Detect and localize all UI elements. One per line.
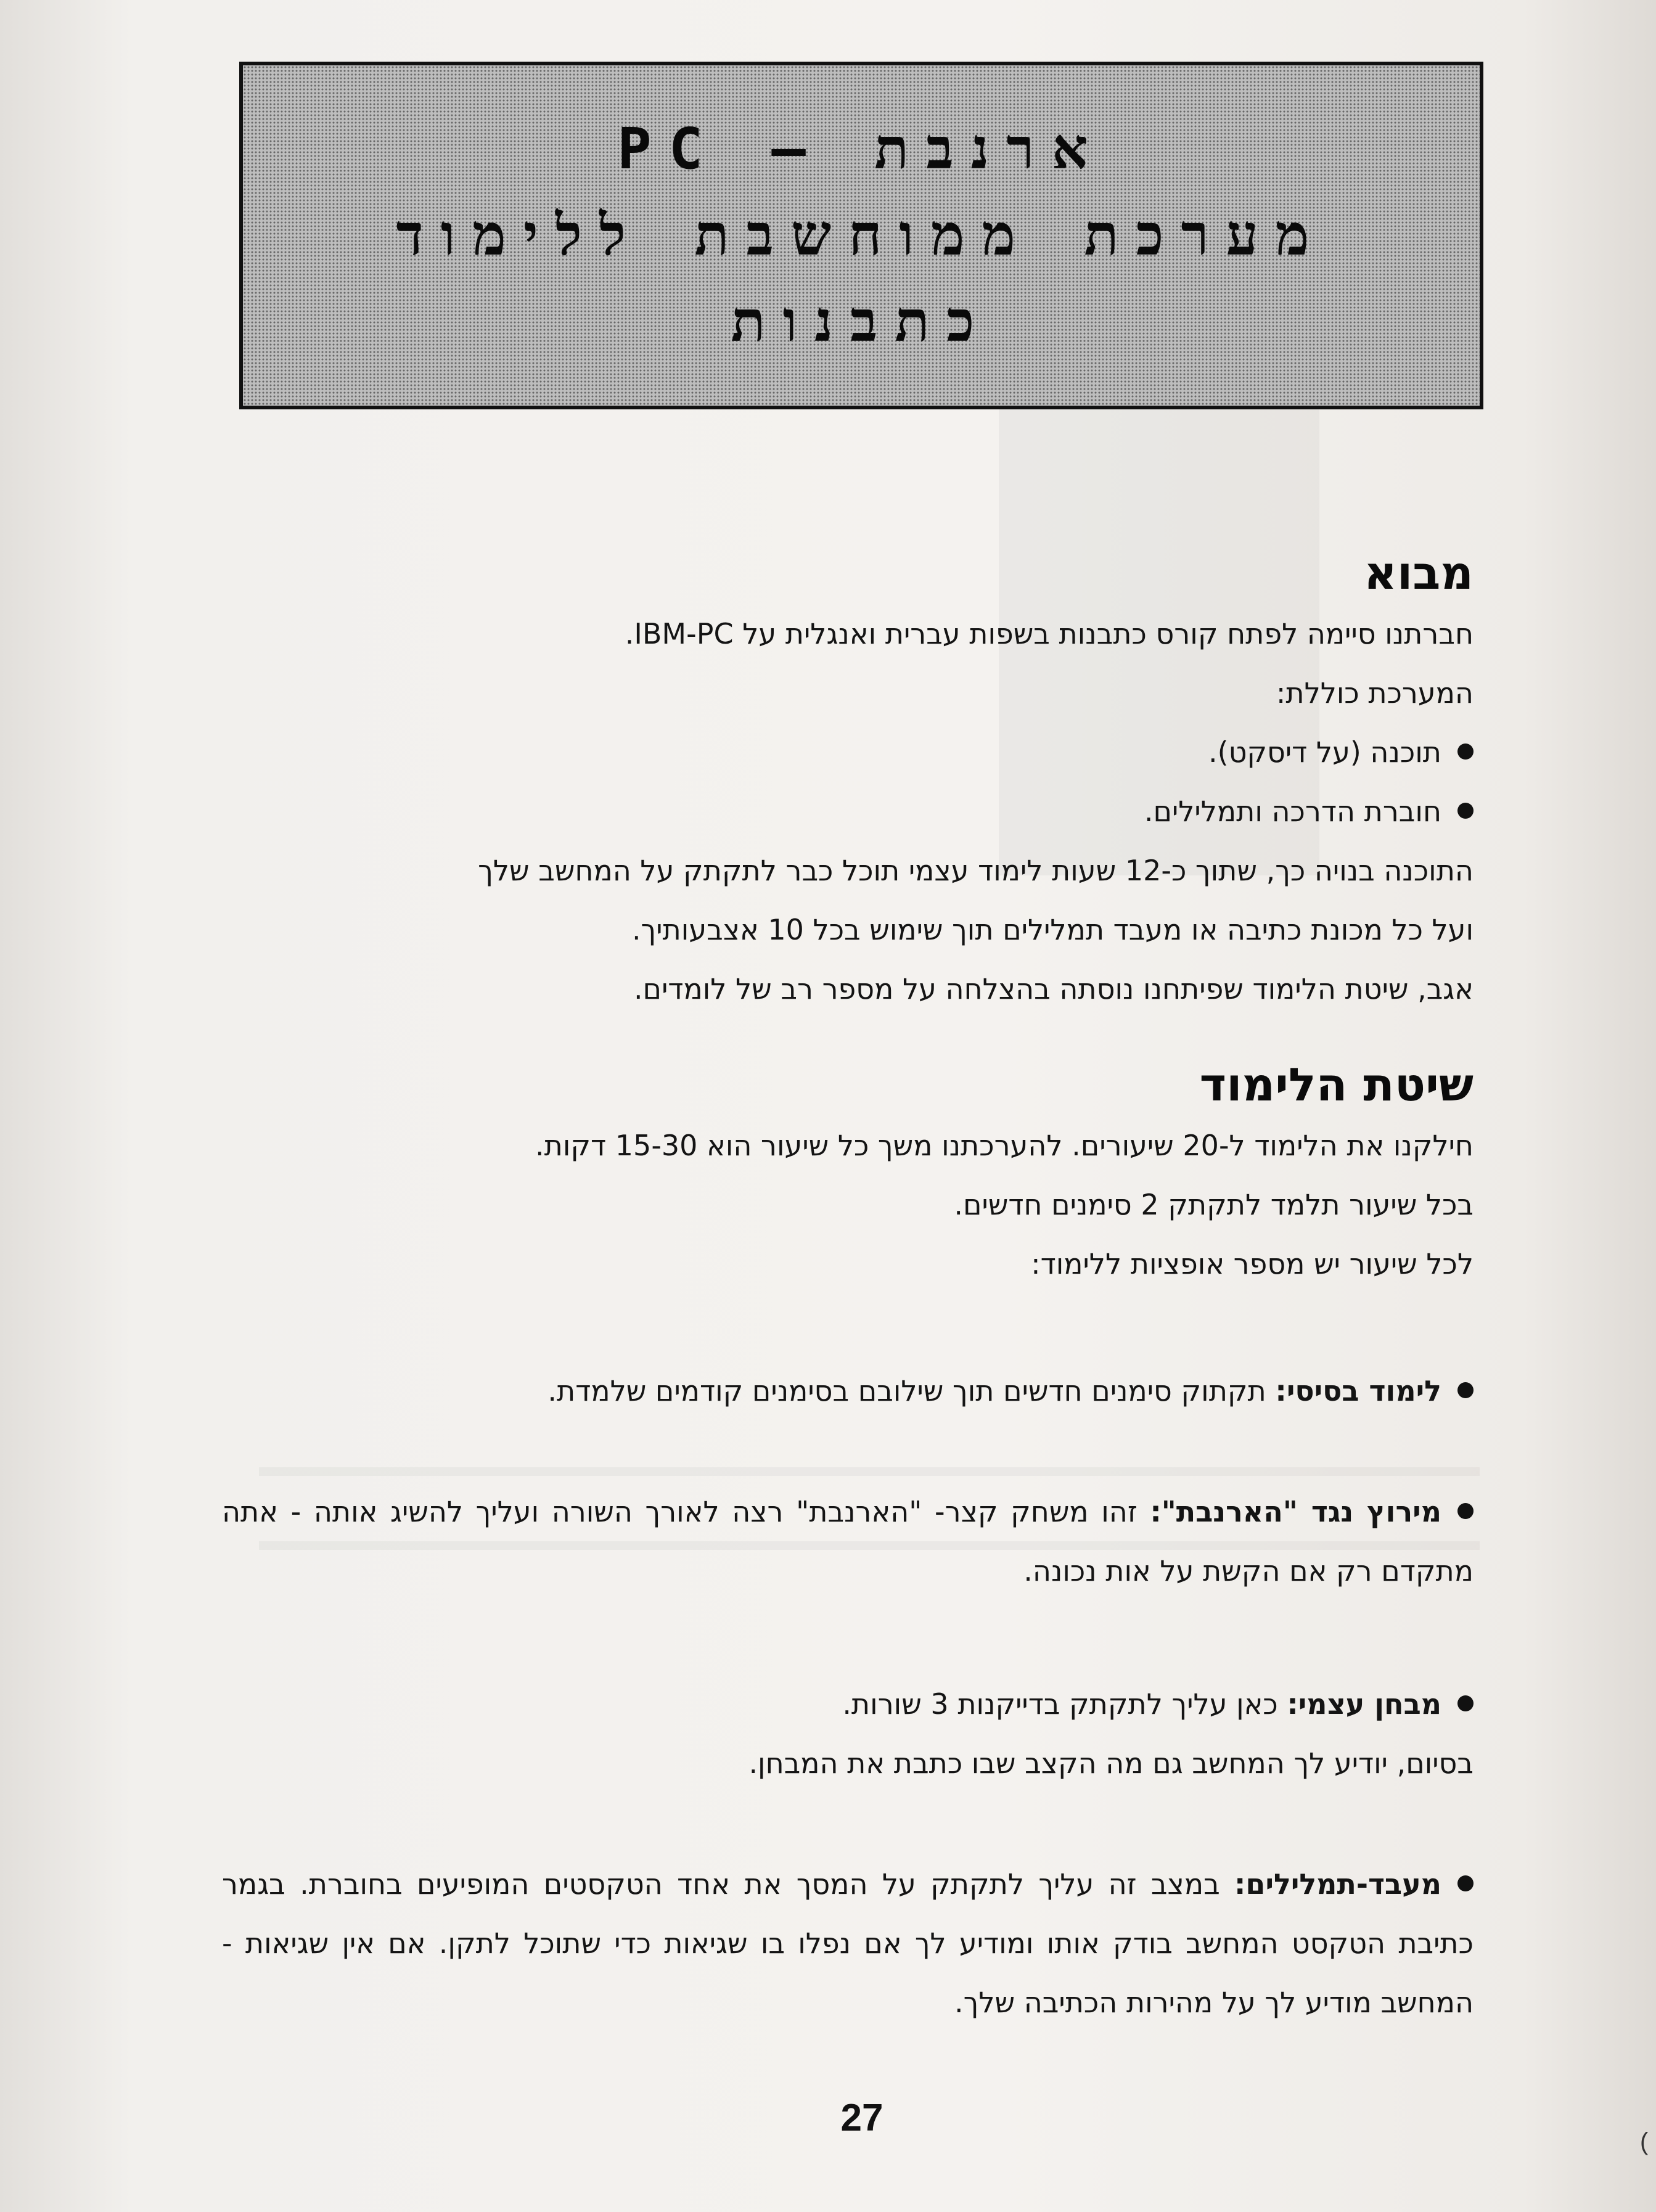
page-number: 27 [840, 2097, 883, 2139]
document-body [222, 543, 1474, 2032]
option-text [547, 1361, 1441, 1420]
intro-paragraph-2: המערכת כוללת: [1276, 676, 1474, 710]
option-description: במצב זה עליך לתקתק על המסך את אחד הטקסטים המופיעים בחוברת. בגמר כתיבת הטקסט המחשב בודק אותו ומודיע לך אם נפלו בו שגיאות כדי שתוכל לתקן. אם אין שגיאות - המחשב מודיע לך על מהירות הכתיבה שלך. [222, 1867, 1474, 2019]
bullet-icon [1457, 1695, 1474, 1711]
option-item [222, 1361, 1474, 1420]
title-line-3: כתבנות [731, 289, 992, 354]
option-term: מבחן עצמי: [1287, 1687, 1441, 1721]
bullet-icon [1457, 1875, 1474, 1891]
intro-paragraph-1: חברתנו סיימה לפתח קורס כתבנות בשפות עברית ואנגלית על IBM-PC. [625, 617, 1474, 650]
list-item [222, 782, 1474, 841]
method-paragraph-3: לכל שיעור יש מספר אופציות ללימוד: [1031, 1247, 1474, 1280]
bullet-icon [1457, 1382, 1474, 1398]
list-item [222, 723, 1474, 782]
list-item-text: תוכנה (על דיסקט). [1208, 735, 1441, 769]
option-term: מעבד-תמלילים: [1234, 1867, 1442, 1901]
bullet-icon [1457, 1503, 1474, 1519]
method-heading: שיטת הלימוד [1199, 1059, 1474, 1112]
option-description: תקתוק סימנים חדשים תוך שילובם בסימנים קודמים שלמדת. [547, 1374, 1266, 1407]
intro-paragraph-4: ועל כל מכונת כתיבה או מעבד תמלילים תוך שימוש בכל 10 אצבעותיך. [631, 913, 1474, 946]
option-item [222, 1482, 1474, 1600]
intro-heading: מבוא [1364, 547, 1474, 600]
option-item [222, 1854, 1474, 2032]
option-description: כאן עליך לתקתק בדייקנות 3 שורות. [842, 1687, 1278, 1721]
option-text [842, 1674, 1441, 1734]
option-term: מירוץ נגד "הארנבת": [1150, 1495, 1441, 1528]
edge-mark: ( [1640, 2128, 1649, 2155]
bullet-icon [1457, 803, 1474, 819]
title-line-2: מערכת ממוחשבת ללימוד [396, 202, 1327, 268]
bullet-icon [1457, 743, 1474, 760]
option-term: לימוד בסיסי: [1275, 1374, 1441, 1407]
title-box [239, 62, 1483, 409]
method-paragraph-2: בכל שיעור תלמד לתקתק 2 סימנים חדשים. [954, 1188, 1474, 1221]
method-section [222, 1054, 1474, 2032]
option-description: זהו משחק קצר- "הארנבת" רצה לאורך השורה ועליך להשיג אותה - אתה מתקדם רק אם הקשת על אות נכונה. [222, 1495, 1474, 1587]
method-paragraph-1: חילקנו את הלימוד ל-20 שיעורים. להערכתנו משך כל שיעור הוא 15-30 דקות. [535, 1129, 1474, 1162]
intro-paragraph-5: אגב, שיטת הלימוד שפיתחנו נוסתה בהצלחה על מספר רב של לומדים. [633, 972, 1474, 1006]
intro-section [222, 543, 1474, 1018]
intro-paragraph-3: התוכנה בנויה כך, שתוך כ-12 שעות לימוד עצמי תוכל כבר לתקתק על המחשב שלך [478, 854, 1474, 887]
title-line-1: ארנבת – PC [617, 116, 1105, 182]
list-item-text: חוברת הדרכה ותמלילים. [1144, 795, 1441, 828]
option-extra: בסיום, יודיע לך המחשב גם מה הקצב שבו כתבת את המבחן. [748, 1747, 1474, 1780]
option-item [222, 1674, 1474, 1734]
